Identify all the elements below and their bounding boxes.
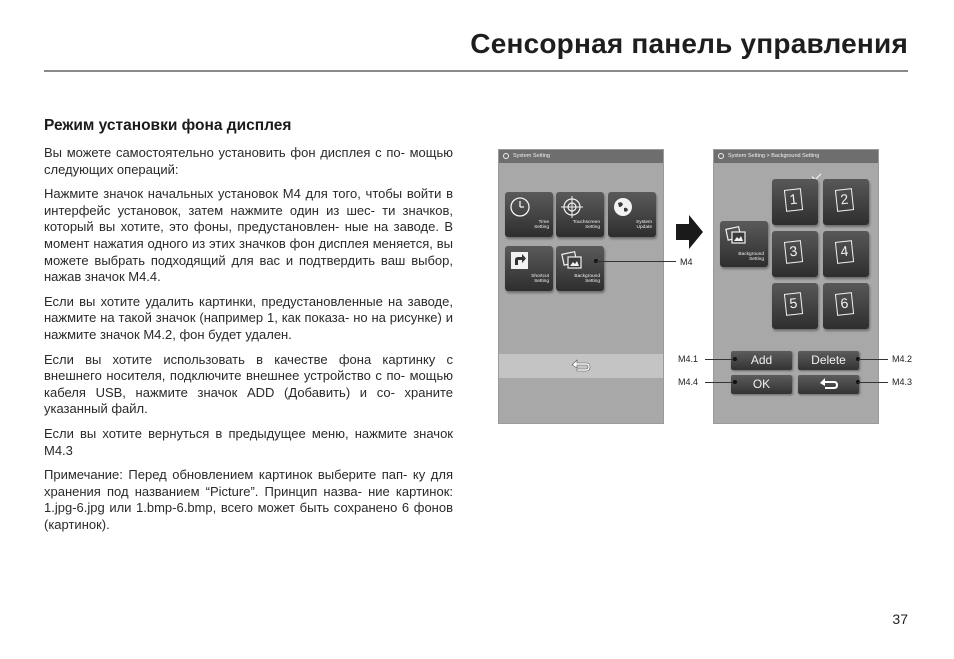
gear-icon [503, 153, 509, 159]
delete-button[interactable]: Delete [798, 351, 859, 370]
callout-m42: M4.2 [892, 354, 913, 364]
callout-line [705, 382, 735, 383]
tile-label: Setting [585, 225, 600, 231]
screen-header-title: System Setting [513, 153, 550, 159]
tile-label: Update [636, 225, 652, 231]
background-2-button[interactable] [823, 179, 869, 225]
clock-icon [509, 196, 531, 218]
paragraph: Если вы хотите использовать в качестве фона картинку с внешнего носителя, подключите внешнее устройство с по- мощью кабеля USB, нажмите значок ADD (Добавить) и со- храните указанный файл. [44, 351, 453, 417]
background-6-button[interactable] [823, 283, 869, 329]
paragraph: Если вы хотите вернуться в предыдущее меню, нажмите значок M4.3 [44, 425, 453, 458]
system-update-tile[interactable] [608, 192, 656, 237]
callout-dot [733, 380, 737, 384]
background-1-button[interactable] [772, 179, 818, 225]
back-button[interactable] [798, 375, 859, 394]
back-bar[interactable] [499, 354, 663, 378]
paragraph: Если вы хотите удалить картинки, предустановленные на заводе, нажмите на такой значок (например 1, как показа- но на рисунке) и нажмите значок M4.2, фон будет удален. [44, 293, 453, 342]
callout-dot [733, 357, 737, 361]
page-number: 37 [892, 611, 908, 627]
tile-label: Setting [585, 279, 600, 285]
background-number: 3 [784, 240, 803, 264]
add-button[interactable]: Add [731, 351, 792, 370]
tile-label: Setting [534, 279, 549, 285]
paragraph: Примечание: Перед обновлением картинок выберите пап- ку для хранения под названием “Picture”. Принцип назва- ние картинок: 1.jpg-6.jpg или 1.bmp-6.bmp, всего может быть сохранено 6 фонов (картинок). [44, 467, 453, 532]
title-divider [44, 70, 908, 72]
paragraph: Нажмите значок начальных установок M4 для того, чтобы войти в интерфейс установок, затем нажмите один из шес- ти значков, который вы хотите, это фоны, предустановлен- ные на заводе. В момент нажатия одного из этих значков фон дисплея меняется, вы можете выбрать подходящий для вас и подтвердить ваш выбор, нажав значок M4.4. [44, 186, 453, 285]
background-number: 2 [835, 188, 854, 212]
callout-line [858, 359, 888, 360]
callout-m41: M4.1 [678, 354, 699, 364]
touchscreen-setting-tile[interactable] [556, 192, 604, 237]
callout-line [858, 382, 888, 383]
shortcut-icon [509, 250, 531, 272]
time-setting-tile[interactable] [505, 192, 553, 237]
tile-label: Background [574, 273, 600, 279]
body-text [44, 145, 453, 541]
background-5-button[interactable] [772, 283, 818, 329]
background-4-button[interactable] [823, 231, 869, 277]
callout-line [705, 359, 735, 360]
tile-label: Shortcut [531, 273, 549, 279]
screen-header [714, 150, 878, 163]
background-setting-tile[interactable] [556, 246, 604, 291]
globe-icon [612, 196, 634, 218]
tile-label: Setting [534, 225, 549, 231]
background-setting-screen [713, 149, 879, 424]
callout-m4: M4 [680, 257, 693, 267]
callout-line [596, 261, 676, 262]
ok-button[interactable]: OK [731, 375, 792, 394]
background-3-button[interactable] [772, 231, 818, 277]
background-number: 6 [835, 292, 854, 316]
tile-label: Time [538, 219, 549, 225]
background-setting-tile[interactable] [720, 221, 768, 267]
tile-label: System [636, 219, 652, 225]
callout-m43: M4.3 [892, 377, 913, 387]
paragraph: Вы можете самостоятельно установить фон дисплея с по- мощью следующих операций: [44, 145, 453, 177]
tile-label: Touchscreen [572, 219, 600, 225]
shortcut-setting-tile[interactable] [505, 246, 553, 291]
background-number: 1 [784, 188, 803, 212]
tile-label: Background [738, 251, 764, 257]
gear-icon [718, 153, 724, 159]
background-number: 5 [784, 292, 803, 316]
right-arrow-icon [674, 213, 704, 251]
crosshair-icon [560, 196, 584, 218]
page-title: Сенсорная панель управления [470, 28, 908, 59]
section-heading: Режим установки фона дисплея [44, 117, 292, 134]
system-setting-screen [498, 149, 664, 424]
tile-label: Setting [749, 257, 764, 263]
callout-m44: M4.4 [678, 377, 699, 387]
pictures-icon [560, 250, 584, 272]
pictures-icon [724, 225, 748, 247]
background-number: 4 [835, 240, 854, 264]
screen-header [499, 150, 663, 163]
back-arrow-icon [818, 377, 840, 391]
screen-header-title: System Setting > Background Setting [728, 153, 820, 159]
back-arrow-icon [570, 359, 592, 373]
